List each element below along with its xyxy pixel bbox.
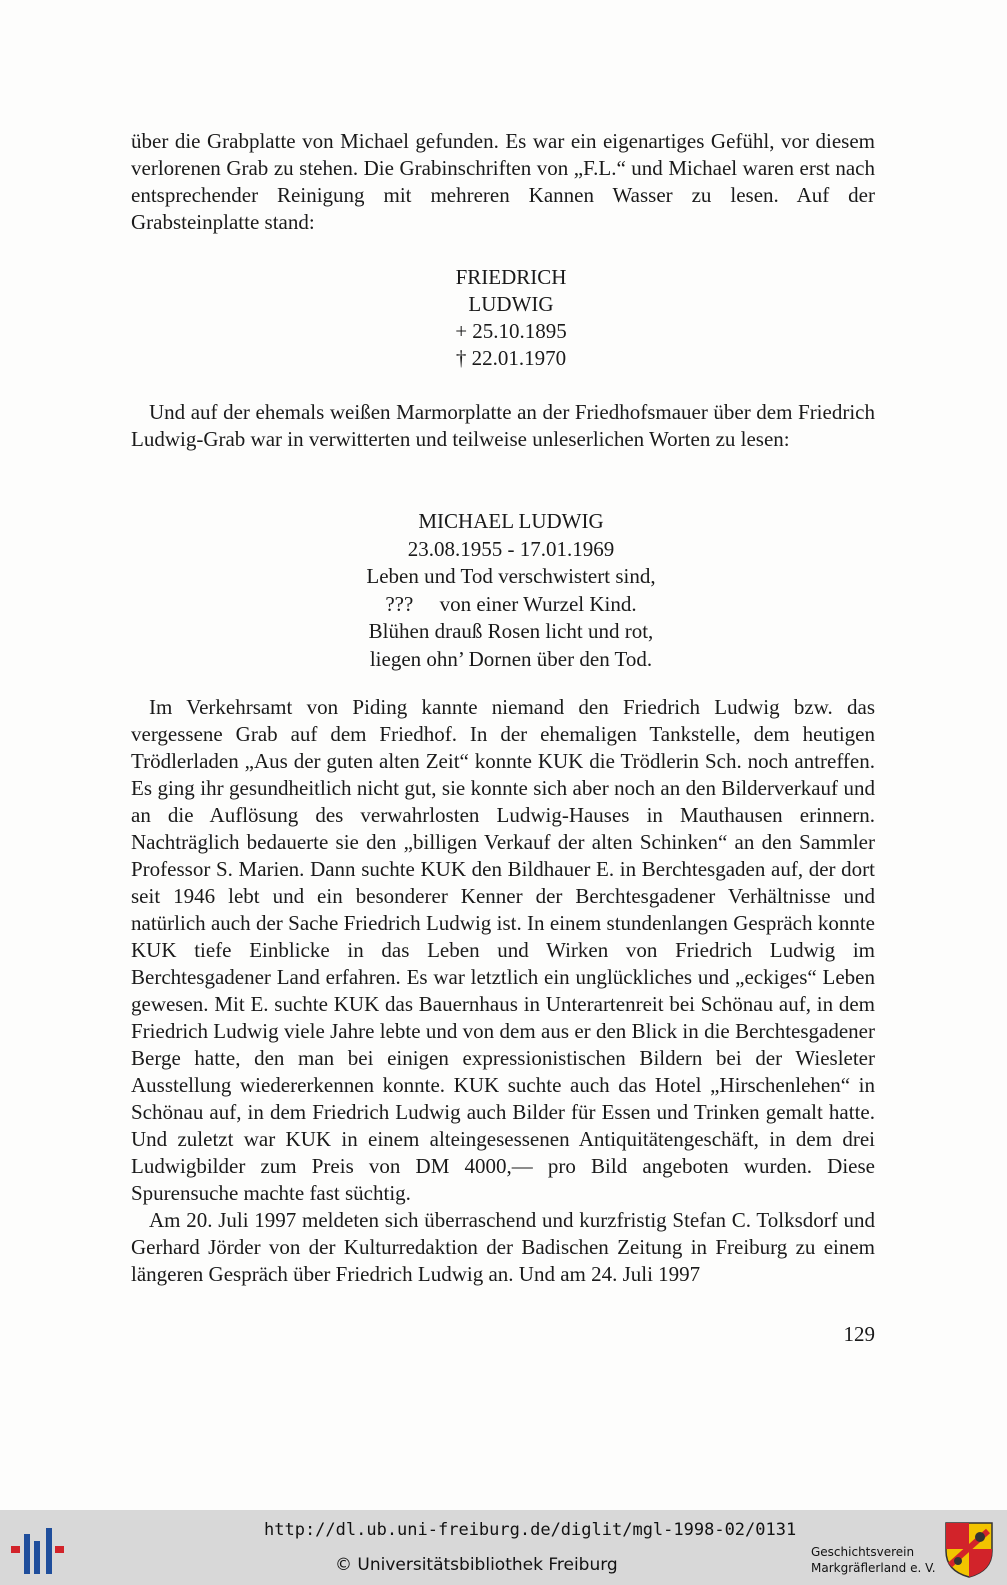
inscription-line: LUDWIG	[468, 292, 554, 316]
inscription-line: liegen ohn’ Dornen über den Tod.	[369, 646, 653, 671]
inscription-line: FRIEDRICH	[455, 265, 567, 289]
paragraph-text: Am 20. Juli 1997 meldeten sich überraschend und kurzfristig Stefan C. Tolksdorf und Gerhard Jörder von der Kulturredaktion der Badischen Zeitung in Freiburg zu einem längeren Gespräch über Friedrich Ludwig an. Und am 24. Juli 1997	[131, 1208, 875, 1286]
inscription-line: + 25.10.1895	[455, 319, 567, 343]
inscription-line: 23.08.1955 - 17.01.1969	[407, 536, 615, 561]
inscription-line: † 22.01.1970	[455, 346, 567, 370]
grave-inscription-friedrich	[131, 264, 891, 372]
publisher-line-1: Geschichtsverein	[811, 1545, 915, 1559]
paragraph-1	[131, 128, 875, 236]
grave-inscription-michael	[131, 508, 891, 673]
inscription-line: Leben und Tod verschwistert sind,	[366, 564, 656, 588]
publisher-name	[811, 1544, 936, 1576]
paragraph-text: Und auf der ehemals weißen Marmorplatte an der Friedhofsmauer über dem Friedrich Ludwig-Grab war in verwitterten und teilweise unleserlichen Worten zu lesen:	[131, 400, 875, 451]
publisher-line-2: Markgräflerland e. V.	[811, 1561, 936, 1575]
paragraph-3	[131, 694, 875, 1288]
document-url-link[interactable]: http://dl.ub.uni-freiburg.de/diglit/mgl-1998-02/0131	[264, 1520, 797, 1540]
coat-of-arms-icon	[944, 1521, 994, 1579]
paragraph-2	[131, 399, 875, 453]
library-footer	[0, 1510, 1007, 1585]
inscription-line: Blühen drauß Rosen licht und rot,	[368, 619, 654, 643]
paragraph-text: Im Verkehrsamt von Piding kannte niemand den Friedrich Ludwig bzw. das vergessene Grab auf dem Friedhof. In der ehemaligen Tankstelle, dem heutigen Trödlerladen „Aus der guten alten Zeit“ konnte KUK die Trödlerin Sch. noch antreffen. Es ging ihr gesundheitlich nicht gut, sie konnte sich aber noch an den Bilderverkauf und an die Auflösung des verwahrlosten Ludwig-Hauses in Mauthausen erinnern. Nachträglich bedauerte sie den „billigen Verkauf der alten Schinken“ an den Sammler Professor S. Marien. Dann suchte KUK den Bildhauer E. in Berchtesgaden auf, der dort seit 1946 lebt und ein besonderer Kenner der Berchtesgadener Verhältnisse und natürlich auch der Sache Friedrich Ludwig ist. In einem stundenlangen Gespräch konnte KUK tiefe Einblicke in das Leben und Wirken von Friedrich Ludwig im Berchtesgadener Land erfahren. Es war letztlich ein unglückliches und „eckiges“ Leben gewesen. Mit E. suchte KUK das Bauernhaus in Unterartenreit bei Schönau auf, in dem Friedrich Ludwig viele Jahre lebte und von dem aus er den Blick in die Berchtesgadener Berge hatte, den man bei einigen expressionistischen Bildern bei der Wiesleter Ausstellung wiedererkennen konnte. KUK suchte auch das Hotel „Hirschenlehen“ in Schönau auf, in dem Friedrich Ludwig auch Bilder für Essen und Trinken gemalt hatte. Und zuletzt war KUK in einem alteingesessenen Antiquitätengeschäft, in dem drei Ludwigbilder zum Preis von DM 4000,— pro Bild angeboten wurden. Diese Spurensuche machte fast süchtig.	[131, 695, 875, 1205]
page-number: 129	[843, 1322, 875, 1346]
library-logo-icon	[9, 1526, 65, 1576]
paragraph-text: über die Grabplatte von Michael gefunden. Es war ein eigenartiges Gefühl, vor diesem verlorenen Grab zu stehen. Die Grabinschriften von „F.L.“ und Michael waren erst nach entsprechender Reinigung mit mehreren Kannen Wasser zu lesen. Auf der Grabsteinplatte stand:	[131, 129, 875, 234]
inscription-line: MICHAEL LUDWIG	[418, 509, 604, 533]
copyright-notice: © Universitätsbibliothek Freiburg	[335, 1555, 618, 1575]
inscription-line: ??? von einer Wurzel Kind.	[385, 591, 637, 616]
